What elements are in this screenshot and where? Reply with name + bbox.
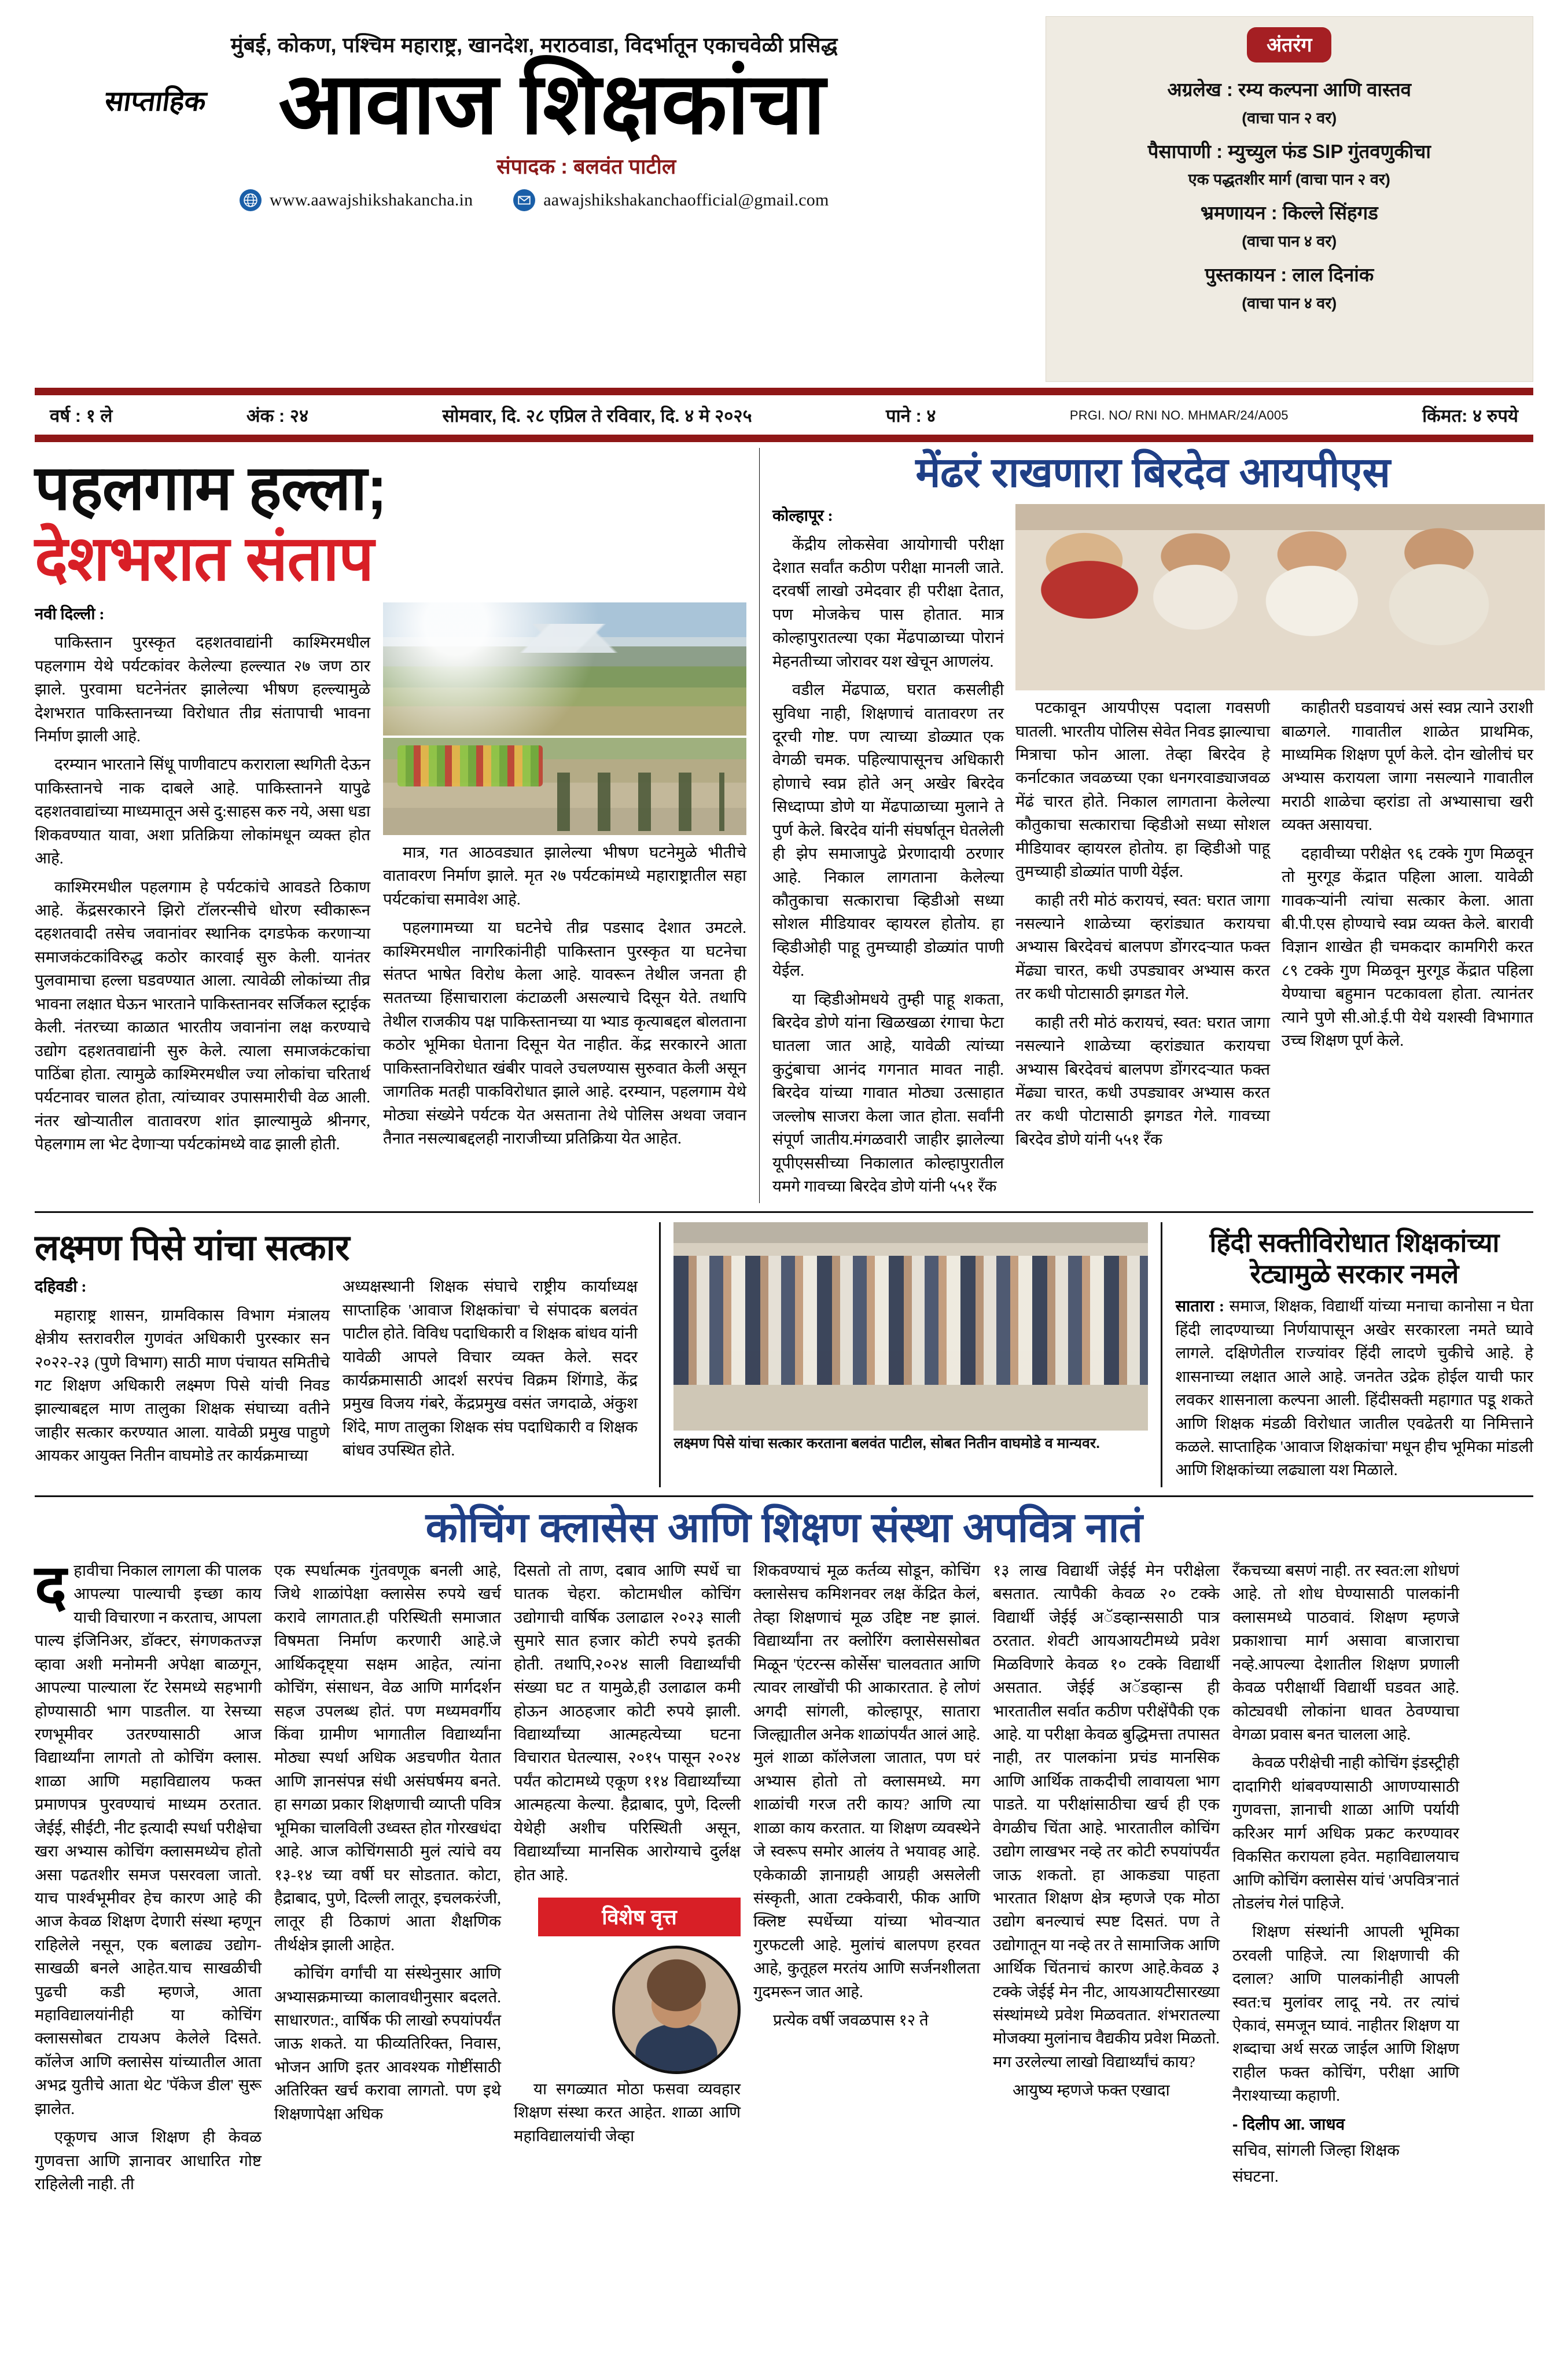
birdev-para-4: पटकावून आयपीएस पदाला गवसणी घातली. भारतीय पोलिस सेवेत निवड झाल्याचा मित्राचा फोन आला. तेव्हा बिरदेव हे कर्नाटकात जवळच्या एका धनगरवाड्याजवळ मेंढं चारत होते. निकाल लागताना केलेल्या कौतुकाचा सत्काराचा व्हिडीओ सध्या सोशल मीडियावर व्हायरल होतोय. हा व्हिडीओ पाहू तुमच्याही डोळ्यांत पाणी येईल. <box>1015 698 1270 881</box>
feature-byline-role: सचिव, सांगली जिल्हा शिक्षक <box>1232 2141 1400 2159</box>
pise-felicitation-group-photo <box>673 1222 1148 1431</box>
top-stories-row <box>35 448 1533 1203</box>
special-report-badge: विशेष वृत्त <box>538 1898 741 1936</box>
antarang-item-line: पैसापाणी : म्युच्युल फंड SIP गुंतवणुकीचा <box>1147 140 1431 162</box>
hindi-dateline: सातारा : <box>1175 1297 1225 1315</box>
website-url: www.aawajshikshakancha.in <box>270 190 473 209</box>
feature-col4-para1: शिकवण्याचं मूळ कर्तव्य सोडून, कोचिंग क्लासेसच कमिशनवर लक्ष केंद्रित केलं, तेव्हा शिक्षणाचं मूळ उद्दिष्ट नष्ट झालं. विद्यार्थ्यांना तर क्लोरिंग क्लासेससोबत मिळून 'एंटरन्स कोर्सेस' चालवतात आणि त्यावर लाखोंची फी आकारतात. हे लोणं अगदी सांगली, कोल्हापूर, सातारा जिल्ह्यातील अनेक शाळांपर्यंत आलं आहे. मुलं शाळा कॉलेजला जातात, पण घरं अभ्यास होतो तो क्लासमध्ये. मग शाळांची गरज तरी काय? आणि त्या शाळा काय करतात. या शिक्षण व्यवस्थेने जे स्वरूप समोर आलंय ते भयावह आहे. एकेकाळी ज्ञानाग्रही आग्रही असलेली संस्कृती, आता टक्केवारी, फीक आणि क्लिष्ट स्पर्धेच्या यांच्या भोवऱ्यात गुरफटली आहे. मुलांचं बालपण हरवत आहे, कुतूहल मरतंय आणि सर्जनशीलता गुदमरून जात आहे. <box>753 1561 980 2001</box>
antarang-item[interactable] <box>1061 199 1518 253</box>
security-forces-photo <box>383 738 746 835</box>
masthead-title-wrap <box>35 56 1034 152</box>
issue-number: अंक : २४ <box>246 406 309 426</box>
page-title: आवाज शिक्षकांचा <box>278 56 825 152</box>
hindi-headline-line1: हिंदी सक्तीविरोधात शिक्षकांच्या <box>1209 1227 1500 1258</box>
masthead <box>0 0 1568 382</box>
hindi-story <box>1175 1222 1533 1487</box>
feature-col4-para2: प्रत्येक वर्षी जवळपास १२ ते <box>773 2011 929 2030</box>
column-divider <box>1161 1222 1162 1487</box>
hindi-body: समाज, शिक्षक, विद्यार्थी यांच्या मनाचा कानोसा न घेता हिंदी लादण्याच्या निर्णयापासून अखेर सरकारला नमते घ्यावे लागले. दक्षिणेतील राज्यांवर हिंदी लादणे चुकीचे आहे. हे शासनाच्या लक्षात आले आहे. जनतेत उद्रेक होईल याची फार लवकर शासनाला कल्पना आली. हिंदीसक्ती महागात पडू शकते आणि शिक्षक मंडळी विरोधात जातील एवढेतरी या निमित्ताने कळले. साप्ताहिक 'आवाज शिक्षकांचा' मधून हीच भूमिका मांडली आणि शिक्षकांच्या लढ्याला यश मिळाले. <box>1175 1297 1534 1479</box>
birdev-para-6: काही तरी मोठं करायचं, स्वत: घरात जागा नसल्याने शाळेच्या व्हरांड्यात करायचा अभ्यास बिरदेवचं बालपण डोंगरदऱ्यात फक्त मेंढ्या चारत, कधी उपड्यावर अभ्यास करत तर कधी पोटासाठी झगडत गेले. गावच्या बिरदेव डोणे यांनी ५५१ रँक <box>1015 1013 1270 1148</box>
antarang-item[interactable] <box>1061 138 1518 192</box>
masthead-contacts <box>240 189 829 211</box>
column-divider <box>759 448 760 1203</box>
feature-story <box>35 1505 1533 2201</box>
feature-col2-para2: कोचिंग वर्गांची या संस्थेनुसार आणि अभ्यासक्रमाच्या कालावधीनुसार बदलते. साधारणत:, वार्षिक फी लाखो रुपयांपर्यंत जाऊ शकते. या फीव्यतिरिक्त, निवास, भोजन आणि इतर आवश्यक गोष्टींसाठी अतिरिक्त खर्च करावा लागतो. पण इथे शिक्षणापेक्षा अधिक <box>274 1964 501 2123</box>
antarang-item[interactable] <box>1061 76 1518 130</box>
globe-icon <box>240 189 262 211</box>
lead-headline-line2: देशभरात संताप <box>35 523 374 594</box>
feature-col6-para3: शिक्षण संस्थांनी आपली भूमिका ठरवली पाहिजे. त्या शिक्षणाची की दलाल? आणि पालकांनीही आपली स्वत:च मुलांवर लादू नये. तर त्यांचं ऐकावं, समजून घ्यावं. नाहीतर शिक्षण या शब्दाचा अर्थ सरळ जाईल आणि शिक्षण राहील फक्त कोचिंग, परीक्षा आणि नैराश्याच्या कहाणी. <box>1232 1922 1459 2105</box>
birdev-story <box>772 448 1533 1203</box>
pise-para-2: अध्यक्षस्थानी शिक्षक संघाचे राष्ट्रीय कार्याध्यक्ष साप्ताहिक 'आवाज शिक्षकांचा' चे संपादक बलवंत पाटील होते. विविध पदाधिकारी व शिक्षक बांधव यांनी यावेळी आपले विचार व्यक्त केले. सदर कार्यक्रमासाठी आदर्श सरपंच विक्रम शिंगाडे, केंद्र प्रमुख विजय गंबरे, केंद्रप्रमुख वसंत जगदाळे, अंकुश शिंदे, माण तालुका शिक्षक संघ पदाधिकारी व शिक्षक बांधव उपस्थित होते. <box>343 1277 638 1459</box>
feature-col1-para2: एकूणच आज शिक्षण ही केवळ गुणवत्ता आणि ज्ञानावर आधारित गोष्ट राहिलेली नाही. ती <box>35 2128 262 2193</box>
lead-para-5: पहलगामच्या या घटनेचे तीव्र पडसाद देशात उमटले. काश्मिरमधील नागरिकांनीही पाकिस्तान पुरस्कृत या घटनेचा संतप्त भाषेत विरोध केला आहे. यावरून तेथील जनता ही सततच्या हिंसाचाराला कंटाळली असल्याचे दिसून येते. तथापि तेथील राजकीय पक्ष पाकिस्तानच्या या भ्याड कृत्याबद्दल बोलताना कठोर भूमिका घेताना दिसून येत नाहीत. केंद्र सरकारने आता पाकिस्तानविरोधात खंबीर पावले उचलण्यास सुरुवात केली असून जागतिक मतही पाकविरोधात झाले आहे. दरम्यान, पहलगाम येथे मोठ्या संख्येने पर्यटक येत असताना तेथे पोलिस अथवा जवान तैनात नसल्याबद्दलही नाराजीच्या प्रतिक्रिया येत आहेत. <box>383 918 746 1147</box>
feature-col5-para2: आयुष्य म्हणजे फक्त एखादा <box>1013 2081 1170 2100</box>
birdev-para-7: काहीतरी घडवायचं असं स्वप्न त्याने उराशी बाळगले. गावातील शाळेत प्राथमिक, माध्यमिक शिक्षण पूर्ण केले. दोन खोलीचं घर अभ्यास करायला जागा नसल्याने गावातील मराठी शाळेचा व्हरांडा तो अभ्यासाचा खरी व्यक्त असायचा. <box>1282 698 1533 834</box>
antarang-item-sub: (वाचा पान २ वर) <box>1242 109 1337 127</box>
birdev-headline: मेंढरं राखणारा बिरदेव आयपीएस <box>915 450 1390 496</box>
masthead-weekly-label: साप्ताहिक <box>102 86 208 117</box>
website-contact[interactable] <box>240 189 473 211</box>
antarang-item-sub: (वाचा पान ४ वर) <box>1242 294 1337 312</box>
feature-byline-org: संघटना. <box>1232 2167 1279 2186</box>
issue-date: सोमवार, दि. २८ एप्रिल ते रविवार, दि. ४ मे २०२५ <box>442 406 752 426</box>
pise-dateline: दहिवडी : <box>35 1277 87 1296</box>
feature-col6-para1: रँकचच्या बसणं नाही. तर स्वत:ला शोधणं आहे. तो शोध घेण्यासाठी पालकांनी क्लासमध्ये पाठवावं. शिक्षण म्हणजे प्रकाशाचा मार्ग असावा बाजाराचा नव्हे.आपल्या देशातील शिक्षण प्रणाली केवळ परीक्षार्थी विद्यार्थी घडवत आहे. कोट्यवधी लोकांना धावत ठेवण्याचा वेगळा प्रवास बनत चालला आहे. <box>1232 1561 1459 1743</box>
feature-col2-para1: एक स्पर्धात्मक गुंतवणूक बनली आहे, जिथे शाळांपेक्षा क्लासेस रुपये खर्च करावे लागतात.ही परिस्थिती समाजात विषमता निर्माण करणारी आहे.जे आर्थिकदृष्ट्या सक्षम आहेत, त्यांना कोचिंग, संसाधन, वेळ आणि मार्गदर्शन सहज उपलब्ध होतं. पण मध्यमवर्गीय किंवा ग्रामीण भागातील विद्यार्थ्यांना मोठ्या स्पर्धा अधिक अडचणीत येतात आणि ज्ञानसंपन्न संधी असंघर्षमय बनते. हा सगळा प्रकार शिक्षणाची व्याप्ती पवित्र भूमिका चालविली उध्वस्त होत गोरखधंदा आहे. आज कोचिंगसाठी मुलं त्यांचे वय १३-१४ च्या वर्षी घर सोडतात. कोटा, हैद्राबाद, पुणे, दिल्ली लातूर, इचलकरंजी, लातूर ही ठिकाणं आता शैक्षणिक तीर्थक्षेत्र झाली आहेत. <box>274 1561 501 1954</box>
masthead-editor: संपादक : बलवंत पाटील <box>496 154 676 178</box>
lead-para-3: काश्मिरमधील पहलगाम हे पर्यटकांचे आवडते ठिकाण आहे. केंद्रसरकारने झिरो टॉलरन्सीचे धोरण स्वीकारून दहशतवादी तसेच जवानांवर स्थानिक दगडफेक करणाऱ्या समाजकंटकांविरुद्ध कठोर कारवाई सुरु केली. यानंतर पुलवामाचा हल्ला घडवण्यात आला. त्यावेळी लोकांच्या तीव्र भावना लक्षात घेऊन भारताने पाकिस्तानवर सर्जिकल स्ट्राईक केली. नंतरच्या काळात भारतीय जवानांना लक्ष करण्याचे उद्योग दहशतवाद्यांनी सुरु केले. त्याला समाजकंटकांचा पाठिंबा होता. त्यामुळे काश्मिरमधील ज्या लोकांचा चरितार्थ पर्यटनावर चालत होता, त्यांच्यावर उपासमारीची वेळ आली. नंतर खोऱ्यातील वातावरण शांत झाल्यामुळे श्रीनगर, पेहलगाम ला भेट देणाऱ्या पर्यटकांमध्ये वाढ झाली होती. <box>35 877 370 1153</box>
birdev-para-8: दहावीच्या परीक्षेत ९६ टक्के गुण मिळवून तो मुरगूड केंद्रात पहिला आला. यावेळी गावकऱ्यांनी त्यांचा सत्कार केला. आता बी.पी.एस होण्याचे स्वप्न व्यक्त केले. बारावी विज्ञान शाखेत ही चमकदार कामगिरी करत ८९ टक्के गुण मिळवून मुरगूड केंद्रात पहिला येण्याचा बहुमान पटकावला होता. त्यानंतर त्याने पुणे सी.ओ.ई.पी येथे यशस्वी विभागात उच्च शिक्षण पूर्ण केले. <box>1282 844 1533 1050</box>
lead-para-2: दरम्यान भारताने सिंधू पाणीवाटप कराराला स्थगिती देऊन पाकिस्तानचे नाक दाबले आहे. पाकिस्तानने यापुढे दहशतवाद्यांच्या माध्यमातून असे दु:साहस करु नये, असा धडा शिकवण्यात यावा, अशा प्रतिक्रिया लोकांमधून व्यक्त होत आहे. <box>35 755 370 867</box>
feature-col3-para1: दिसतो तो ताण, दबाव आणि स्पर्धे चा घातक चेहरा. कोटामधील कोचिंग उद्योगाची वार्षिक उलाढाल २०२३ साली सुमारे सात हजार कोटी रुपये इतकी होती. तथापि,२०२४ साली विद्यार्थ्यांची संख्या घट त यामुळे,ही उलाढाल कमी होऊन आठहजार कोटी रुपये झाली. विद्यार्थ्यांच्या आत्महत्येच्या घटना विचारात घेतल्यास, २०१५ पासून २०२४ पर्यंत कोटामध्ये एकूण ११४ विद्यार्थ्यांच्या आत्महत्या केल्या. हैद्राबाद, पुणे, दिल्ली येथेही अशीच परिस्थिती असून, विद्यार्थ्यांच्या मानसिक आरोग्याचे दुर्लक्ष होत आहे. <box>514 1561 741 1884</box>
lead-para-1: पाकिस्तान पुरस्कृत दहशतवाद्यांनी काश्मिरमधील पहलगाम येथे पर्यटकांवर केलेल्या हल्ल्यात २७ जण ठार झाले. पुरवामा घटनेनंतर झालेल्या भीषण हल्ल्यामुळे देशभरात पाकिस्तानच्या विरोधात तीव्र संतापाची भावना निर्माण झाली आहे. <box>35 633 370 745</box>
feature-col6-para2: केवळ परीक्षेची नाही कोचिंग इंडस्ट्रीही दादागिरी थांबवण्यासाठी आणण्यासाठी गुणवत्ता, ज्ञानाची शाळा आणि पर्यायी करिअर मार्ग अधिक प्रकट करण्यावर विकसित करायला हवेत. महाविद्यालयाच आणि कोचिंग क्लासेस यांचं 'अपवित्र'नातं तोडलंच गेलं पाहिजे. <box>1232 1753 1459 1912</box>
info-bar <box>35 395 1533 435</box>
feature-col3-para2: या सगळ्यात मोठा फसवा व्यवहार शिक्षण संस्था करत आहेत. शाळा आणि महाविद्यालयांची जेव्हा <box>514 2079 741 2145</box>
masthead-left <box>35 16 1034 382</box>
pise-photo-caption: लक्ष्मण पिसे यांचा सत्कार करताना बलवंत पाटील, सोबत नितीन वाघमोडे व मान्यवर. <box>673 1435 1100 1452</box>
middle-stories-row <box>35 1222 1533 1487</box>
issue-pages: पाने : ४ <box>886 406 936 426</box>
pise-photo-block <box>673 1222 1148 1487</box>
feature-byline-name: - दिलीप आ. जाधव <box>1232 2115 1345 2133</box>
lead-para-4: मात्र, गत आठवड्यात झालेल्या भीषण घटनेमुळे भीतीचे वातावरण निर्माण झाले. मृत २७ पर्यटकांमध्ये महाराष्ट्रातील सहा पर्यटकांचा समावेश आहे. <box>383 843 746 908</box>
envelope-icon <box>513 189 535 211</box>
email-contact[interactable] <box>513 189 829 211</box>
author-portrait <box>612 1946 741 2074</box>
email-address: aawajshikshakanchaofficial@gmail.com <box>543 190 829 209</box>
page-content <box>0 448 1568 2201</box>
antarang-box <box>1046 16 1533 382</box>
birdev-felicitation-photo <box>1015 504 1545 690</box>
antarang-item-line: अग्रलेख : रम्य कल्पना आणि वास्तव <box>1167 79 1412 100</box>
pahalgam-valley-photo <box>383 602 746 736</box>
birdev-para-3: या व्हिडीओमधये तुम्ही पाहू शकता, बिरदेव डोणे यांना खिळखळा रंगाचा फेटा घातला जात आहे, यावेळी त्यांच्या कुटुंबाचा आनंद गगनात मावत नाही. बिरदेव यांच्या गावात मोठ्या उत्साहात जल्लोष साजरा केला जात होता. सर्वांनी संपूर्ण जातीय.मंगळवारी जाहीर झालेल्या यूपीएससीच्या निकालात कोल्हापुरातील यमगे गावच्या बिरदेव डोणे यांनी ५५१ रँक <box>772 990 1004 1195</box>
hindi-headline-line2: रेट्यामुळे सरकार नमले <box>1250 1258 1459 1289</box>
antarang-item-line: भ्रमणायन : किल्ले सिंहगड <box>1200 202 1378 224</box>
antarang-item-sub: (वाचा पान ४ वर) <box>1242 233 1337 251</box>
antarang-item-sub: एक पद्धतशीर मार्ग (वाचा पान २ वर) <box>1188 171 1390 189</box>
birdev-para-5: काही तरी मोठं करायचं, स्वत: घरात जागा नसल्याने शाळेच्या व्हरांड्यात करायचा अभ्यास बिरदेवचं बालपण डोंगरदऱ्यात फक्त मेंढ्या चारत, कधी उपड्यावर अभ्यास करत तर कधी पोटासाठी झगडत गेले. <box>1015 891 1270 1003</box>
birdev-para-2: वडील मेंढपाळ, घरात कसलीही सुविधा नाही, शिक्षणाचं वातावरण तर दूरची गोष्ट. पण त्याच्या डोळ्यात एक वेगळी चमक. पहिल्यापासूनच अधिकारी होणाचे स्वप्न होते अन् अखेर बिरदेव सिध्दाप्पा डोणे या मेंढपाळाच्या मुलाने ते पुर्ण केले. बिरदेव यांनी संघर्षातून घेतलेली ही झेप समाजापुढे प्रेरणादायी ठरणार आहे. निकाल लागताना केलेल्या कौतुकाचा सत्काराचा व्हिडीओ सध्या सोशल मीडियावर व्हायरल होतोय. हा व्हिडीओही पाहू तुमच्याही डोळ्यांत पाणी येईल. <box>772 681 1004 980</box>
lead-headline-line1: पहलगाम हल्ला; <box>35 453 387 523</box>
feature-col5-para1: १३ लाख विद्यार्थी जेईई मेन परीक्षेला बसतात. त्यापैकी केवळ २० टक्के विद्यार्थी जेईई अॅडव्हान्ससाठी पात्र ठरतात. शेवटी आयआयटीमध्ये प्रवेश मिळविणारे केवळ १० टक्के विद्यार्थी असतात. जेईई अॅडव्हान्स ही भारतातील सर्वात कठीण परीक्षेंपैकी एक आहे. या परीक्षा केवळ बुद्धिमत्ता तपासत नाही, तर पालकांना प्रचंड मानसिक आणि आर्थिक ताकदीची लावायला भाग पाडते. या परीक्षांसाठीचा खर्च ही एक वेगळीच चिंता आहे. भारतातील कोचिंग उद्योग लाखभर नव्हे तर कोटी रुपयांपर्यंत जाऊ शकतो. हा आकड्या पाहता भारतात शिक्षण क्षेत्र म्हणजे एक मोठा उद्योग बनल्याचं स्पष्ट दिसतं. पण ते उद्योगातून या नव्हे तर ते सामाजिक आणि आर्थिक चिंतनाचं कारण आहे.केवळ ३ टक्के जेईई मेन नीट, आयआयटीसारख्या संस्थांमध्ये प्रवेश मिळवतात. शंभरातल्या मोजक्या मुलांनाच वैद्यकीय प्रवेश मिळतो. मग उरलेल्या लाखो विद्यार्थ्यांचं काय? <box>993 1561 1220 2071</box>
masthead-right <box>1046 16 1533 382</box>
section-divider-1 <box>35 1211 1533 1213</box>
feature-dropcap: द <box>35 1553 67 1621</box>
antarang-item-line: पुस्तकायन : लाल दिनांक <box>1205 263 1374 285</box>
lead-story <box>35 448 746 1203</box>
divider-top-thick <box>35 388 1533 395</box>
antarang-badge: अंतरंग <box>1247 27 1331 62</box>
pise-para-1: महाराष्ट्र शासन, ग्रामविकास विभाग मंत्रालय क्षेत्रीय स्तरावरील गुणवंत अधिकारी पुरस्कार सन २०२२-२३ (पुणे विभाग) साठी माण पंचायत समितीचे गट शिक्षण अधिकारी लक्ष्मण पिसे यांची निवड झाल्याबद्दल माण तालुका शिक्षक संघाच्या वतीने जाहीर सत्कार करण्यात आला. यावेळी प्रमुख पाहुणे आयकर आयुक्त नितीन वाघमोडे तर कार्यक्रमाच्या <box>35 1306 330 1465</box>
section-divider-2 <box>35 1495 1533 1497</box>
masthead-tagline: मुंबई, कोकण, पश्चिम महाराष्ट्र, खानदेश, मराठवाडा, विदर्भातून एकाचवेळी प्रसिद्ध <box>230 33 838 57</box>
lead-dateline: नवी दिल्ली : <box>35 604 105 623</box>
column-divider <box>659 1222 661 1487</box>
birdev-para-1: केंद्रीय लोकसेवा आयोगाची परीक्षा देशात सर्वांत कठीण परीक्षा मानली जाते. दरवर्षी लाखो उमेदवार ही परीक्षा देतात, पण मोजकेच पास होतात. मात्र कोल्हापुरातल्या एका मेंढपाळाच्या पोरानं मेहनतीच्या जोरावर यश खेचून आणलंय. <box>772 535 1004 670</box>
feature-headline: कोचिंग क्लासेस आणि शिक्षण संस्था अपवित्र नातं <box>425 1504 1143 1551</box>
issue-price: किंमत: ४ रुपये <box>1422 406 1518 426</box>
registration-number: PRGI. NO/ RNI NO. MHMAR/24/A005 <box>1069 408 1289 422</box>
birdev-dateline: कोल्हापूर : <box>772 506 833 525</box>
pise-headline: लक्ष्मण पिसे यांचा सत्कार <box>35 1228 350 1269</box>
divider-bottom-thick <box>35 435 1533 442</box>
pise-story <box>35 1222 646 1487</box>
antarang-item[interactable] <box>1061 261 1518 315</box>
feature-col1-para1: दहावीचा निकाल लागला की पालक आपल्या पाल्याची इच्छा काय याची विचारणा न करताच, आपला पाल्य इंजिनिअर, डॉक्टर, संगणकतज्ज्ञ व्हावा अशी मनोमनी अपेक्षा बाळगून, आपल्या पाल्याला रॅट रेसमध्ये सहभागी होण्यासाठी भाग पाडतील. या रेसच्या रणभूमीवर उतरण्यासाठी आज विद्यार्थ्यांना लागतो तो कोचिंग क्लास. शाळा आणि महाविद्यालय फक्त प्रमाणपत्र पुरवण्याचं माध्यम ठरतात. जेईई, सीईटी, नीट इत्यादी स्पर्धा परीक्षेचा खरा अभ्यास कोचिंग क्लासमध्येच होतो असा पढतशीर समज पसरवला जातो. याच पार्श्वभूमीवर हेच कारण आहे की आज केवळ शिक्षण देणारी संस्था म्हणून राहिलेले नसून, एक बलाढ्य उद्योग-साखळी बनले आहेत.याच साखळीची पुढची कडी म्हणजे, आता महाविद्यालयांनीही या कोचिंग क्लाससोबत टायअप केलेले दिसते. कॉलेज आणि क्लासेस यांच्यातील आता अभद्र युतीचे आता थेट 'पॅकेज डील' सुरू झालेत. <box>35 1553 262 2117</box>
issue-year: वर्ष : १ ले <box>50 406 113 426</box>
